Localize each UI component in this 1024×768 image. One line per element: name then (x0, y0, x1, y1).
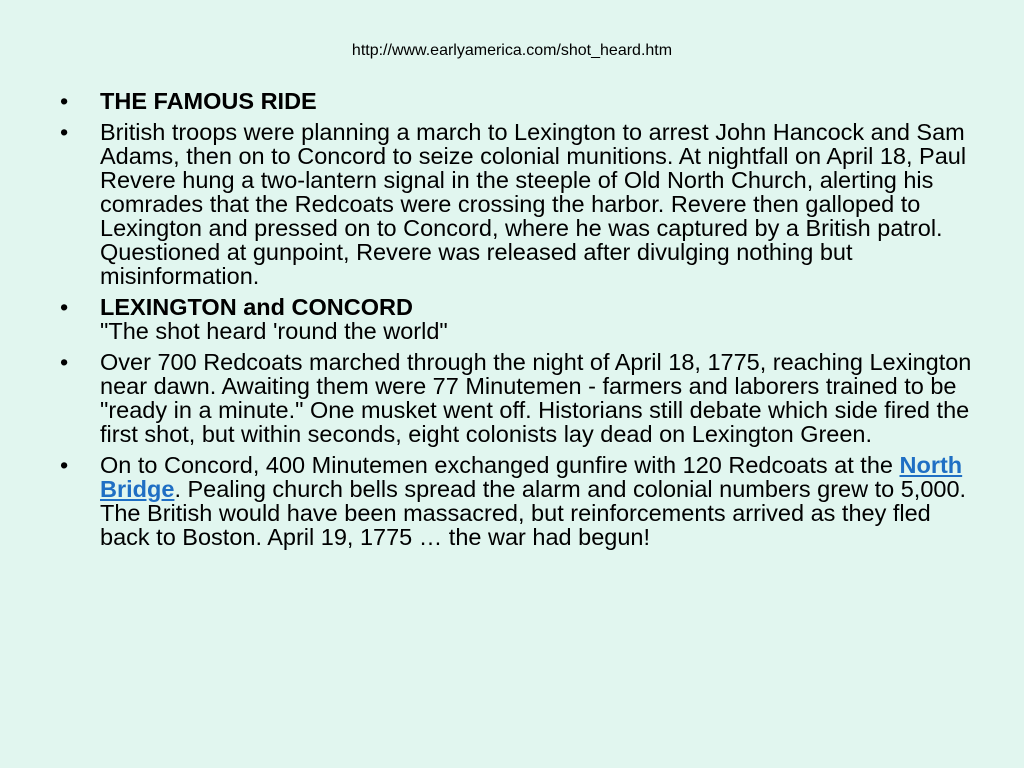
bullet-icon: • (60, 88, 69, 114)
section-heading: LEXINGTON and CONCORD (100, 294, 413, 320)
bullet-item-famous-ride-heading (0, 89, 1024, 113)
bullet-icon: • (60, 349, 69, 375)
bullet-item-famous-ride-text (0, 120, 1024, 288)
bullet-icon: • (60, 119, 69, 145)
section-subtext: "The shot heard 'round the world" (100, 318, 448, 344)
paragraph-text-after-link: . Pealing church bells spread the alarm and colonial numbers grew to 5,000. The British would have been massacred, but reinforcements arrived as they fled back to Boston. April 19, 1775 … the war had begun! (100, 476, 967, 550)
bullet-item-lexington-text (0, 350, 1024, 446)
bullet-icon: • (60, 452, 69, 478)
paragraph-text: Over 700 Redcoats marched through the night of April 18, 1775, reaching Lexington near dawn. Awaiting them were 77 Minutemen - farmers and laborers trained to be "ready in a minute." One musket went off. Historians still debate which side fired the first shot, but within seconds, eight colonists lay dead on Lexington Green. (100, 349, 972, 447)
paragraph-text-before-link: On to Concord, 400 Minutemen exchanged gunfire with 120 Redcoats at the (100, 452, 900, 478)
paragraph-text: British troops were planning a march to Lexington to arrest John Hancock and Sam Adams, then on to Concord to seize colonial munitions. At nightfall on April 18, Paul Revere hung a two-lantern signal in the steeple of Old North Church, alerting his comrades that the Redcoats were crossing the harbor. Revere then galloped to Lexington and pressed on to Concord, where he was captured by a British patrol. Questioned at gunpoint, Revere was released after divulging nothing but misinformation. (100, 119, 967, 289)
bullet-icon: • (60, 294, 69, 320)
bullet-item-lexington-heading (0, 295, 1024, 343)
slide-title-url: http://www.earlyamerica.com/shot_heard.htm (351, 42, 673, 59)
bullet-item-concord-text (0, 453, 1024, 549)
bullet-list (0, 89, 1024, 556)
north-bridge-link[interactable]: North Bridge (100, 452, 963, 502)
section-heading: THE FAMOUS RIDE (100, 88, 317, 114)
